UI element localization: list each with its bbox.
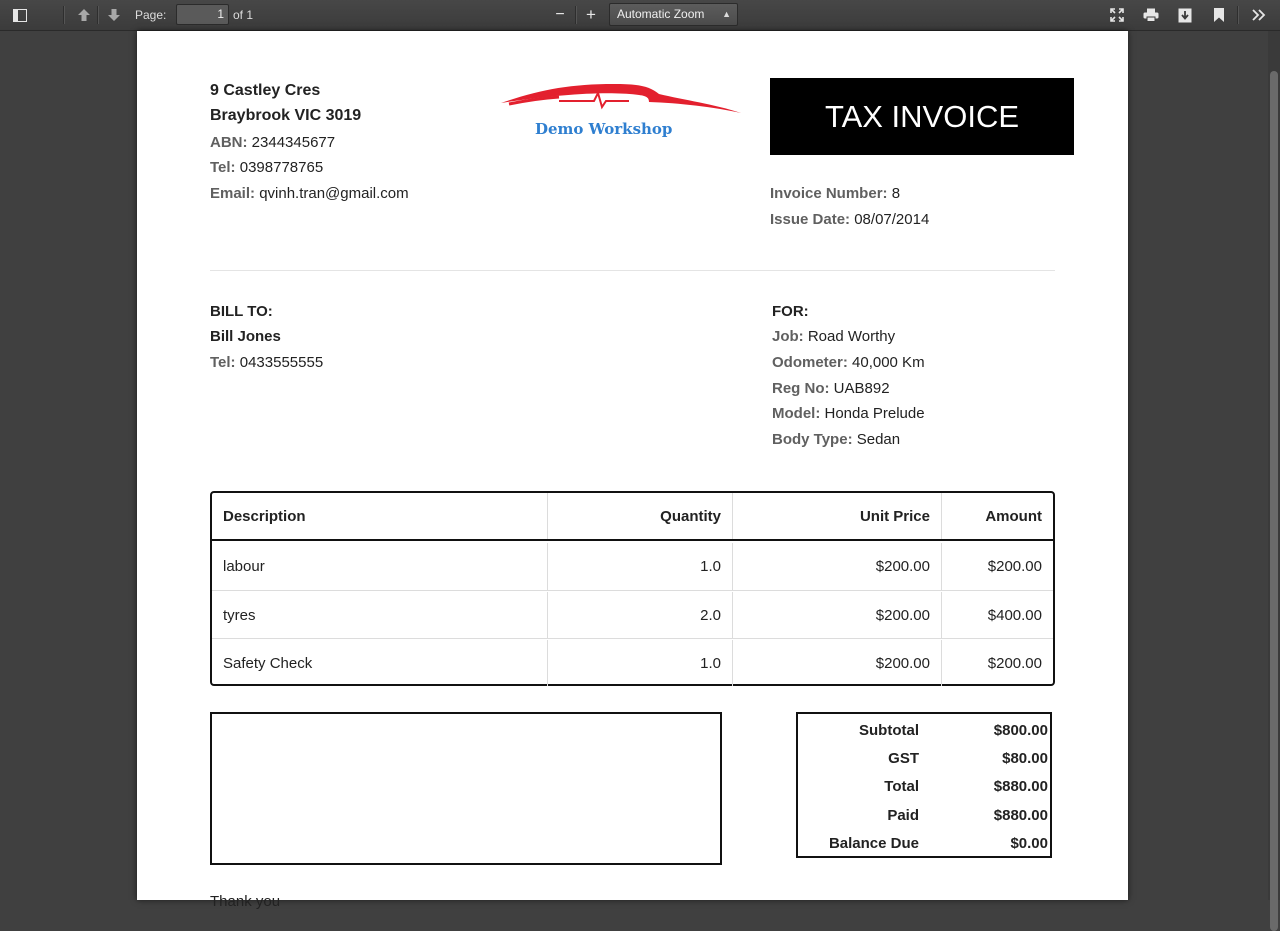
bill-to-tel bbox=[210, 354, 323, 371]
zoom-select-value: Automatic Zoom bbox=[617, 7, 705, 21]
page-label: Page: bbox=[135, 8, 167, 22]
page-number-input[interactable]: 1 bbox=[176, 4, 229, 25]
totals-box bbox=[796, 712, 1052, 858]
zoom-out-button[interactable]: − bbox=[555, 6, 565, 23]
seller-tel bbox=[210, 159, 323, 176]
subtotal-value: $800.00 bbox=[993, 722, 1048, 739]
header-amount: Amount bbox=[985, 507, 1042, 525]
row-amount: $400.00 bbox=[987, 606, 1042, 624]
next-page-icon[interactable] bbox=[104, 4, 124, 26]
total-label: Total bbox=[884, 778, 919, 795]
table-row bbox=[212, 543, 1053, 591]
odometer-label: Odometer: bbox=[772, 354, 848, 371]
line-items-table bbox=[210, 491, 1055, 686]
header-unit-price: Unit Price bbox=[733, 493, 942, 539]
paid-label: Paid bbox=[887, 807, 919, 824]
bill-to-tel-label: Tel: bbox=[210, 354, 236, 371]
for-reg bbox=[772, 380, 890, 397]
row-amount: $200.00 bbox=[987, 558, 1042, 575]
header-quantity: Quantity bbox=[548, 493, 733, 539]
for-odometer bbox=[772, 354, 925, 371]
invoice-number-value: 8 bbox=[891, 185, 901, 202]
logo-text: Demo Workshop bbox=[535, 120, 673, 138]
invoice-number-label: Invoice Number: bbox=[770, 185, 888, 202]
row-description: Safety Check bbox=[212, 640, 548, 686]
row-unit-price: $200.00 bbox=[733, 640, 942, 686]
for-model bbox=[772, 405, 925, 422]
page-count: of 1 bbox=[233, 8, 254, 22]
tel-value: 0398778765 bbox=[239, 159, 324, 176]
download-icon[interactable] bbox=[1175, 4, 1195, 26]
abn-label: ABN: bbox=[210, 134, 248, 151]
select-caret-icon: ▲ bbox=[722, 9, 731, 19]
presentation-mode-icon[interactable] bbox=[1107, 4, 1127, 26]
row-unit-price: $200.00 bbox=[733, 543, 942, 590]
balance-due-row bbox=[798, 829, 1050, 857]
gst-label: GST bbox=[888, 750, 919, 767]
job-value: Road Worthy bbox=[807, 328, 896, 345]
scrollbar-track[interactable] bbox=[1268, 31, 1280, 900]
job-label: Job: bbox=[772, 328, 804, 345]
gst-value: $80.00 bbox=[1002, 750, 1048, 767]
reg-value: UAB892 bbox=[833, 380, 890, 397]
bookmark-icon[interactable] bbox=[1209, 4, 1229, 26]
print-icon[interactable] bbox=[1141, 4, 1161, 26]
bill-to-heading: BILL TO: bbox=[210, 303, 273, 320]
table-header-row bbox=[212, 493, 1053, 541]
row-description: tyres bbox=[212, 592, 548, 638]
issue-date-label: Issue Date: bbox=[770, 211, 851, 228]
zoom-in-button[interactable]: + bbox=[586, 5, 596, 24]
abn-value: 2344345677 bbox=[251, 134, 336, 151]
pdf-toolbar bbox=[0, 0, 1280, 31]
divider bbox=[210, 270, 1055, 271]
subtotal-label: Subtotal bbox=[859, 722, 919, 739]
model-value: Honda Prelude bbox=[824, 405, 925, 422]
row-unit-price: $200.00 bbox=[733, 592, 942, 638]
seller-address-line2: Braybrook VIC 3019 bbox=[210, 107, 362, 124]
scrollbar-thumb[interactable] bbox=[1270, 71, 1278, 931]
odometer-value: 40,000 Km bbox=[852, 354, 925, 371]
row-amount: $200.00 bbox=[987, 654, 1042, 672]
header-description: Description bbox=[212, 493, 548, 539]
for-job bbox=[772, 328, 895, 345]
email-label: Email: bbox=[210, 185, 256, 202]
issue-date bbox=[770, 211, 929, 228]
paid-row bbox=[798, 801, 1050, 829]
email-value: qvinh.tran@gmail.com bbox=[259, 185, 409, 202]
bill-to-tel-value: 0433555555 bbox=[239, 354, 324, 371]
paid-value: $880.00 bbox=[993, 807, 1048, 824]
sidebar-toggle-icon[interactable] bbox=[10, 4, 30, 26]
invoice-title: TAX INVOICE bbox=[770, 78, 1074, 155]
seller-abn bbox=[210, 134, 335, 151]
model-label: Model: bbox=[772, 405, 821, 422]
table-row bbox=[212, 592, 1053, 639]
row-quantity: 2.0 bbox=[548, 592, 733, 638]
total-value: $880.00 bbox=[993, 778, 1048, 795]
for-body-type bbox=[772, 431, 900, 448]
invoice-number bbox=[770, 185, 900, 202]
for-heading: FOR: bbox=[772, 303, 809, 320]
notes-box bbox=[210, 712, 722, 865]
row-description: labour bbox=[212, 543, 548, 590]
seller-address-line1: 9 Castley Cres bbox=[210, 82, 321, 99]
balance-due-value: $0.00 bbox=[1010, 835, 1048, 852]
subtotal-row bbox=[798, 716, 1050, 744]
pdf-page bbox=[137, 31, 1128, 910]
body-type-label: Body Type: bbox=[772, 431, 853, 448]
zoom-select[interactable] bbox=[609, 3, 738, 26]
row-quantity: 1.0 bbox=[548, 640, 733, 686]
gst-row bbox=[798, 744, 1050, 772]
previous-page-icon[interactable] bbox=[74, 4, 94, 26]
row-quantity: 1.0 bbox=[548, 543, 733, 590]
bill-to-name: Bill Jones bbox=[210, 328, 281, 345]
reg-label: Reg No: bbox=[772, 380, 830, 397]
body-type-value: Sedan bbox=[856, 431, 901, 448]
seller-email bbox=[210, 185, 409, 202]
issue-date-value: 08/07/2014 bbox=[854, 211, 930, 228]
table-row bbox=[212, 640, 1053, 686]
balance-due-label: Balance Due bbox=[828, 835, 919, 852]
footer-text: Thank you bbox=[210, 893, 281, 910]
tel-label: Tel: bbox=[210, 159, 236, 176]
total-row bbox=[798, 772, 1050, 800]
tools-chevron-icon[interactable] bbox=[1248, 4, 1270, 26]
